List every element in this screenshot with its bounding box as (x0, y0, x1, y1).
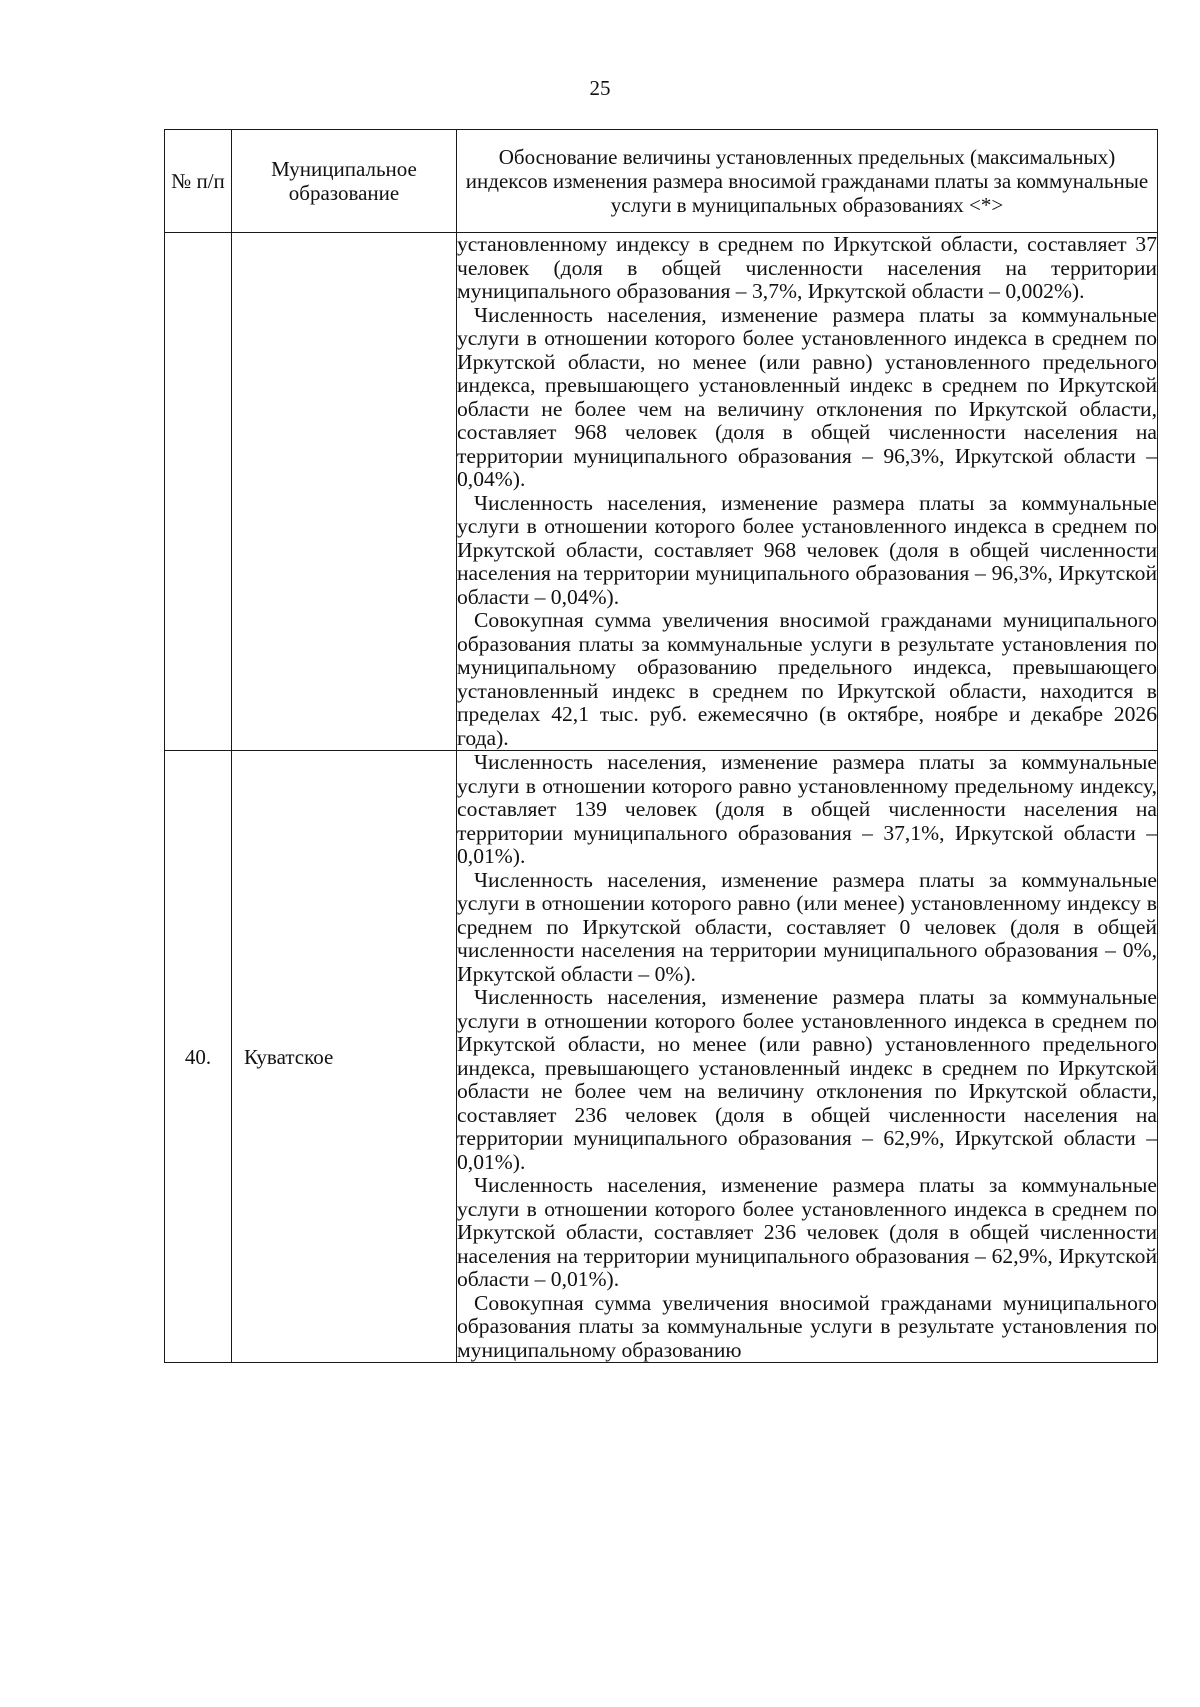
header-justification: Обоснование величины установленных предельных (максимальных) индексов изменения размера вносимой гражданами платы за коммунальные услуги в муниципальных образованиях <*> (457, 130, 1158, 233)
table-row (165, 233, 1158, 751)
justification-paragraph: установленному индексу в среднем по Иркутской области, составляет 37 человек (доля в общей численности населения на территории муниципального образования – 3,7%, Иркутской области – 0,002%). (457, 232, 1157, 303)
justification-paragraph: Численность населения, изменение размера платы за коммунальные услуги в отношении которого более установленного индекса в среднем по Иркутской области, но менее (или равно) установленного предельного индекса, превышающего установленный индекс в среднем по Иркутской области не более чем на величину отклонения по Иркутской области, составляет 236 человек (доля в общей численности населения на территории муниципального образования – 62,9%, Иркутской области – 0,01%). (457, 985, 1157, 1174)
justification-paragraph: Численность населения, изменение размера платы за коммунальные услуги в отношении которого равно установленному предельному индексу, составляет 139 человек (доля в общей численности населения на территории муниципального образования – 37,1%, Иркутской области – 0,01%). (457, 750, 1157, 868)
row-justification-cell (457, 233, 1158, 751)
row-justification-cell (457, 751, 1158, 1363)
justification-paragraph: Численность населения, изменение размера платы за коммунальные услуги в отношении которого равно (или менее) установленному индексу в среднем по Иркутской области, составляет 0 человек (доля в общей численности населения на территории муниципального образования – 0%, Иркутской области – 0%). (457, 867, 1157, 986)
row-municipality-cell (232, 233, 457, 751)
row-number-cell: 40. (165, 751, 232, 1363)
justification-paragraph: Численность населения, изменение размера платы за коммунальные услуги в отношении которого более установленного индекса в среднем по Иркутской области, составляет 968 человек (доля в общей численности населения на территории муниципального образования – 96,3%, Иркутской области – 0,04%). (457, 490, 1157, 609)
page-number: 25 (589, 76, 611, 100)
justification-paragraph: Совокупная сумма увеличения вносимой гражданами муниципального образования платы за коммунальные услуги в результате установления по муниципальному образованию (457, 1290, 1157, 1362)
row-number-cell (165, 233, 232, 751)
row-municipality-cell: Куватское (232, 751, 457, 1363)
header-municipality: Муниципальное образование (232, 130, 457, 233)
justification-paragraph: Численность населения, изменение размера платы за коммунальные услуги в отношении которого более установленного индекса в среднем по Иркутской области, но менее (или равно) установленного предельного индекса, превышающего установленный индекс в среднем по Иркутской области не более чем на величину отклонения по Иркутской области, составляет 968 человек (доля в общей численности населения на территории муниципального образования – 96,3%, Иркутской области – 0,04%). (457, 302, 1157, 491)
justification-paragraph: Численность населения, изменение размера платы за коммунальные услуги в отношении которого более установленного индекса в среднем по Иркутской области, составляет 236 человек (доля в общей численности населения на территории муниципального образования – 62,9%, Иркутской области – 0,01%). (457, 1173, 1157, 1291)
header-number: № п/п (165, 130, 232, 233)
table-header-row (165, 130, 1158, 233)
indices-table (164, 129, 1158, 1363)
table-row (165, 751, 1158, 1363)
justification-paragraph: Совокупная сумма увеличения вносимой гражданами муниципального образования платы за коммунальные услуги в результате установления по муниципальному образованию предельного индекса, превышающего установленный индекс в среднем по Иркутской области, находится в пределах 42,1 тыс. руб. ежемесячно (в октябре, ноябре и декабре 2026 года). (457, 608, 1157, 750)
